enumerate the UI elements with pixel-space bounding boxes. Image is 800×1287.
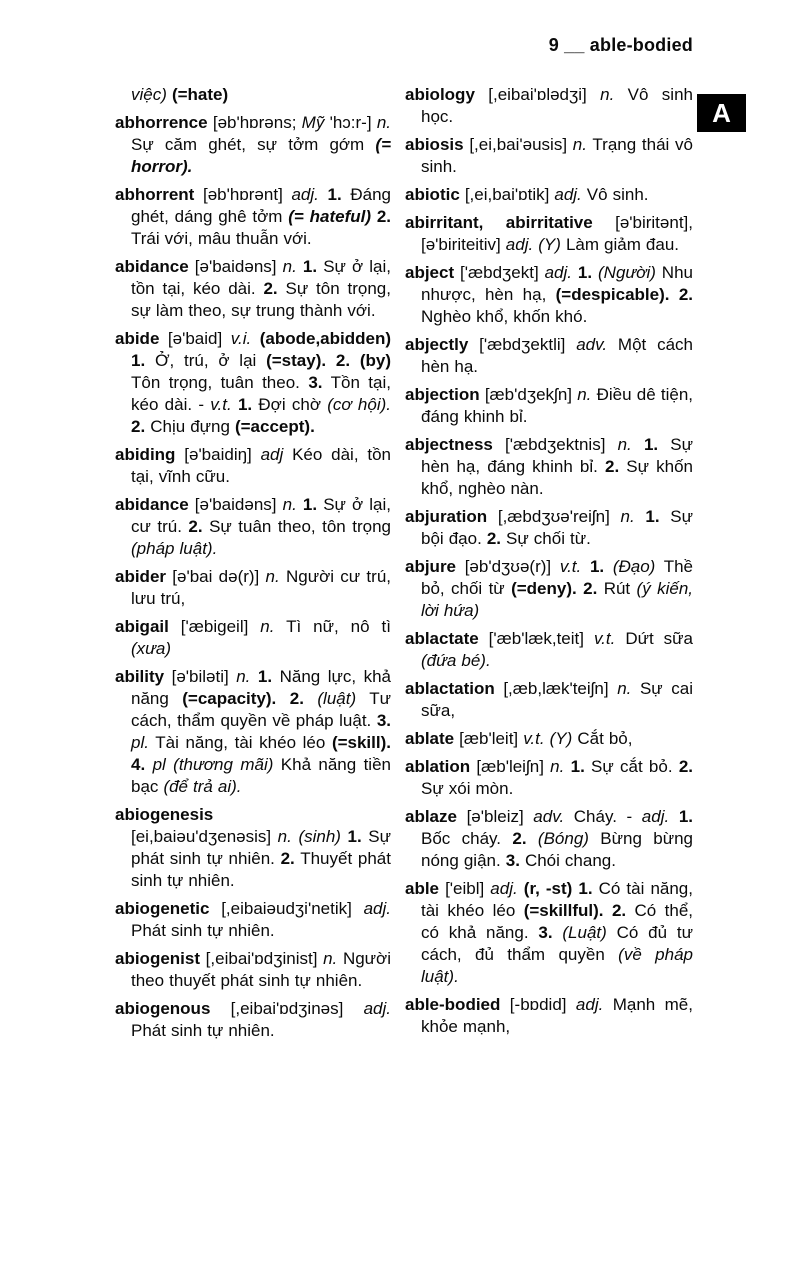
- entry-text: [350, 351, 360, 370]
- entry-abjure: [405, 556, 693, 622]
- entry-text: [-bɒdid]: [500, 995, 576, 1014]
- entry-abiogenesis: [115, 804, 391, 892]
- entry-text: [ə'bleiz]: [456, 807, 534, 826]
- entry-text: Vô sinh.: [581, 185, 649, 204]
- entry-text: [669, 807, 679, 826]
- headword: abiosis: [405, 135, 464, 154]
- entry-text: 1.: [347, 827, 362, 846]
- headword: abiology: [405, 85, 475, 104]
- entry-text: Có đủ tư cách, đủ thẩm quyền: [421, 923, 693, 964]
- entry-text: 3.: [376, 711, 391, 730]
- entry-text: Sự ở lại, tồn tại, kéo dài.: [131, 257, 391, 298]
- entry-abjuration: [405, 506, 693, 550]
- entry-text: v.t.: [210, 395, 232, 414]
- entry-text: [ə'bai də(r)]: [166, 567, 266, 586]
- entry-text: 2.: [335, 351, 351, 370]
- entry-ablactation: [405, 678, 693, 722]
- entry-text: Phát sinh tự nhiên.: [131, 921, 275, 940]
- entry-text: Phát sinh tự nhiên.: [131, 1021, 275, 1040]
- entry-text: adj.: [363, 999, 391, 1018]
- entry-text: (=stay).: [266, 351, 327, 370]
- entry-text: [604, 901, 612, 920]
- entry-text: n.: [550, 757, 565, 776]
- entry-text: n.: [617, 435, 632, 454]
- entry-text: Sự phát sinh tự nhiên.: [131, 827, 392, 868]
- entry-text: n.: [265, 567, 280, 586]
- entry-text: Nghèo khổ, khốn khó.: [421, 307, 588, 326]
- entry-text: [250, 667, 258, 686]
- entry-abiology: [405, 84, 693, 128]
- entry-text: Năng lực, khả năng: [131, 667, 391, 708]
- entry-text: (=despicable).: [555, 285, 670, 304]
- entry-text: (Y): [549, 729, 573, 748]
- entry-abigail: [115, 616, 391, 660]
- entry-text: 'hɔ:r-]: [324, 113, 377, 132]
- entry-text: Sự ở lại, cư trú.: [131, 495, 391, 536]
- headword: ability: [115, 667, 165, 686]
- entry-text: Có tài năng, tài khéo léo: [421, 879, 693, 920]
- entry-text: adj.: [544, 263, 573, 282]
- entry-text: (pháp luật).: [131, 539, 218, 558]
- entry-text: 3.: [505, 851, 520, 870]
- entry-text: (ý kiến, lời hứa): [421, 579, 693, 620]
- entry-text: adj.: [575, 995, 604, 1014]
- entry-text: (= hateful): [288, 207, 372, 226]
- entry-text: Sự bội đạo.: [421, 507, 693, 548]
- headword: abiotic: [405, 185, 460, 204]
- entry-text: (=skillful).: [523, 901, 604, 920]
- entry-text: n.: [277, 827, 292, 846]
- entry-text: v.t.: [559, 557, 582, 576]
- headword: ablaze: [405, 807, 457, 826]
- entry-text: Khả năng tiền bạc: [131, 755, 391, 796]
- headword: abirritant,: [405, 213, 484, 232]
- entry-text: 1.: [570, 757, 585, 776]
- entry-text: 1.: [589, 557, 605, 576]
- entry-text: Thuyết phát sinh tự nhiên.: [131, 849, 391, 890]
- entry-text: (Đạo): [612, 557, 656, 576]
- entry-abiogenetic: [115, 898, 391, 942]
- entry-text: Tài năng, tài khéo léo: [148, 733, 332, 752]
- columns: [115, 84, 693, 1048]
- entry-text: (xưa): [131, 639, 172, 658]
- entry-text: [ə'biritənt], [ə'biriteitiv]: [421, 213, 693, 254]
- entry-text: [əb'dʒʊə(r)]: [456, 557, 560, 576]
- entry-text: n.: [600, 85, 615, 104]
- page-header-text: 9 __ able-bodied: [548, 35, 693, 55]
- entry-able: [405, 878, 693, 988]
- entry-text: Ở, trú, ở lại: [145, 351, 267, 370]
- headword: ablate: [405, 729, 455, 748]
- entry-text: Kéo dài, tồn tại, vĩnh cữu.: [131, 445, 391, 486]
- entry-text: [ə'baidiŋ]: [175, 445, 261, 464]
- entry-text: [əb'hɒrənt]: [194, 185, 292, 204]
- entry-text: Dứt sữa: [615, 629, 693, 648]
- entry-text: v.t.: [523, 729, 545, 748]
- headword: abhorrence: [115, 113, 208, 132]
- entry-text: [251, 329, 260, 348]
- entry-text: n.: [617, 679, 632, 698]
- entry-text: Có thể, có khả năng.: [421, 901, 694, 942]
- entry-text: (= horror).: [131, 135, 391, 176]
- entry-text: 2.: [289, 689, 304, 708]
- entry-text: pl: [152, 755, 166, 774]
- entry-text: (về pháp luật).: [421, 945, 693, 986]
- entry-text: [,æb,læk'teiʃn]: [494, 679, 618, 698]
- entry-text: [527, 829, 538, 848]
- entry-text: 2.: [583, 579, 598, 598]
- page-header: [402, 35, 693, 56]
- entry-text: n.: [236, 667, 251, 686]
- entry-abidance: [115, 256, 391, 322]
- entry-text: [ə'baidəns]: [188, 495, 283, 514]
- entry-abjectness: [405, 434, 693, 500]
- entry-text: Một cách hèn hạ.: [421, 335, 693, 376]
- entry-abirritant: [405, 212, 693, 256]
- entry-text: [145, 755, 152, 774]
- entry-text: 1.: [327, 185, 342, 204]
- entry-text: Rút: [597, 579, 637, 598]
- entry-text: n.: [260, 617, 275, 636]
- entry-abiding: [115, 444, 391, 488]
- entry-text: Đợi chờ: [252, 395, 328, 414]
- entry-text: n.: [376, 113, 391, 132]
- entry-text: 1.: [302, 495, 318, 514]
- entry-text: [635, 507, 646, 526]
- entry-text: [553, 923, 563, 942]
- entry-text: [304, 689, 317, 708]
- entry-text: ['æb'læk,teit]: [478, 629, 594, 648]
- entry-text: Cháy. -: [564, 807, 642, 826]
- entry-text: (=skill).: [331, 733, 391, 752]
- entry-text: (Y): [538, 235, 561, 254]
- entry-text: 3.: [308, 373, 323, 392]
- entry-text: Mạnh mẽ, khỏe mạnh,: [421, 995, 693, 1036]
- headword: abjectness: [405, 435, 493, 454]
- entry-text: Bốc cháy.: [421, 829, 513, 848]
- headword: abide: [115, 329, 160, 348]
- entry-text: Làm giảm đau.: [560, 235, 679, 254]
- entry-abject: [405, 262, 693, 328]
- entry-text: Sự căm ghét, sự tởm gớm: [131, 135, 376, 154]
- entry-text: Tồn tại, kéo dài. -: [131, 373, 391, 414]
- entry-abiogenist: [115, 948, 391, 992]
- entry-abide: [115, 328, 391, 438]
- entry-text: [æb'leit]: [454, 729, 524, 748]
- entry-text: adj.: [291, 185, 319, 204]
- entry-text: [581, 557, 590, 576]
- entry-text: [ə'baidəns]: [188, 257, 283, 276]
- entry-text: adj.: [641, 807, 670, 826]
- entry-text: [,eibai'ɒdʒinist]: [200, 949, 324, 968]
- entry-text: 1.: [257, 667, 273, 686]
- headword: abhorrent: [115, 185, 195, 204]
- entry-text: Mỹ: [301, 113, 325, 132]
- entry-text: 2.: [376, 207, 392, 226]
- entry-text: 2.: [611, 901, 627, 920]
- headword: abigail: [115, 617, 169, 636]
- entry-text: ['æbdʒektli]: [468, 335, 577, 354]
- entry-text: n.: [323, 949, 338, 968]
- entry-text: pl.: [131, 733, 149, 752]
- entry-text: Nhu nhược, hèn hạ,: [421, 263, 693, 304]
- entry-text: [,ei,bai'ɒtik]: [459, 185, 555, 204]
- entry-text: [ei,baiəu'dʒenəsis]: [131, 827, 278, 846]
- entry-text: 3.: [538, 923, 553, 942]
- entry-text: (=capacity).: [182, 689, 277, 708]
- entry-text: Chịu đựng: [145, 417, 235, 436]
- entry-text: adj: [260, 445, 284, 464]
- entry-text: [669, 285, 678, 304]
- entry-text: [ə'biləti]: [164, 667, 237, 686]
- entry-text: n.: [282, 257, 297, 276]
- entry-text: Người theo thuyết phát sinh tự nhiên.: [131, 949, 391, 990]
- entry-ability: [115, 666, 391, 798]
- entry-text: adj.: [363, 899, 391, 918]
- entry-ablactate: [405, 628, 693, 672]
- entry-abhorrence: [115, 112, 391, 178]
- entry-text: (cơ hội).: [327, 395, 392, 414]
- entry-text: abirritative: [505, 213, 593, 232]
- entry-abiosis: [405, 134, 693, 178]
- letter-tab-a: A: [697, 94, 746, 132]
- headword: ablation: [405, 757, 471, 776]
- headword: able: [405, 879, 440, 898]
- entry-text: Sự chối từ.: [501, 529, 591, 548]
- entry-text: ['æbdʒektnis]: [492, 435, 618, 454]
- entry-text: Sự cai sữa,: [421, 679, 693, 720]
- headword: abjection: [405, 385, 480, 404]
- entry-abjectly: [405, 334, 693, 378]
- entry-text: [276, 689, 289, 708]
- entry-text: (by): [359, 351, 391, 370]
- entry-text: n.: [620, 507, 635, 526]
- entry-abider: [115, 566, 391, 610]
- entry-text: [604, 557, 613, 576]
- headword: abiogenetic: [115, 899, 210, 918]
- entry-text: 1.: [302, 257, 318, 276]
- entry-abjection: [405, 384, 693, 428]
- entry-text: 1.: [578, 879, 593, 898]
- entry-text: n.: [577, 385, 592, 404]
- right-column: [405, 84, 693, 1048]
- entry-text: Thề bỏ, chối từ: [421, 557, 693, 598]
- entry-abiotic: [405, 184, 693, 206]
- entry-text: Vô sinh học.: [421, 85, 693, 126]
- entry-text: (=deny).: [511, 579, 577, 598]
- entry-text: Chói chang.: [519, 851, 616, 870]
- entry-text: [,æbdʒʊə'reiʃn]: [487, 507, 621, 526]
- entry-text: (luật): [317, 689, 357, 708]
- entry-text: [əb'hɒrəns;: [207, 113, 302, 132]
- entry-text: Tôn trọng, tuân theo.: [131, 373, 309, 392]
- entry-text: (abode,abidden): [259, 329, 391, 348]
- entry-text: 2.: [678, 757, 693, 776]
- entry-text: ['eibl]: [439, 879, 491, 898]
- entry-ablation: [405, 756, 693, 800]
- entry-text: 2.: [678, 285, 693, 304]
- headword: abiogenesis: [115, 805, 214, 824]
- entry-text: 1.: [645, 507, 660, 526]
- entry-text: 2.: [188, 517, 203, 536]
- entry-text: adj.: [554, 185, 582, 204]
- entry-text: [632, 435, 644, 454]
- entry-text: adj.: [490, 879, 518, 898]
- entry-abidance-2: [115, 494, 391, 560]
- entry-text: Tì nữ, nô tì: [274, 617, 391, 636]
- headword: abiogenous: [115, 999, 211, 1018]
- entry-text: việc): [131, 85, 167, 104]
- entry-text: Sự tôn trọng, sự làm theo, sự trung thành với.: [131, 279, 391, 320]
- headword: abject: [405, 263, 455, 282]
- headword: ablactation: [405, 679, 495, 698]
- left-column: [115, 84, 391, 1048]
- entry-text: [,ei,bai'əusis]: [463, 135, 573, 154]
- entry-text: (đứa bé).: [421, 651, 491, 670]
- entry-text: 1.: [678, 807, 693, 826]
- entry-text: 2.: [512, 829, 527, 848]
- entry-text: [319, 185, 328, 204]
- entry-text: n.: [572, 135, 587, 154]
- entry-text: [483, 213, 505, 232]
- entry-text: [æb'dʒekʃn]: [479, 385, 578, 404]
- entry-text: [341, 827, 348, 846]
- headword: abiding: [115, 445, 176, 464]
- entry-text: Trái với, mâu thuẫn với.: [131, 229, 312, 248]
- headword: abjuration: [405, 507, 488, 526]
- headword: abider: [115, 567, 167, 586]
- headword: ablactate: [405, 629, 479, 648]
- entry-text: Điều dê tiện, đáng khinh bỉ.: [421, 385, 693, 426]
- entry-text: [326, 351, 336, 370]
- entry-abiogenous: [115, 998, 391, 1042]
- entry-text: adv.: [533, 807, 565, 826]
- entry-text: (sinh): [298, 827, 341, 846]
- entry-text: ['æbdʒekt]: [454, 263, 545, 282]
- entry-ablaze: [405, 806, 693, 872]
- entry-text: Sự hèn hạ, đáng khinh bỉ.: [421, 435, 693, 476]
- entry-text: 1.: [577, 263, 593, 282]
- entry-text: 1.: [237, 395, 253, 414]
- entry-ablate: [405, 728, 693, 750]
- entry-text: adv.: [576, 335, 608, 354]
- entry-text: 2.: [263, 279, 278, 298]
- entry-text: (Bóng): [537, 829, 589, 848]
- entry-text: Sự khốn khổ, nghèo nàn.: [421, 457, 693, 498]
- entry-text: Cắt bỏ,: [572, 729, 633, 748]
- entry-text: (r, -st): [523, 879, 573, 898]
- entry-abhorrent: [115, 184, 391, 250]
- entry-text: (thương mãi): [173, 755, 274, 774]
- entry-text: 1.: [643, 435, 659, 454]
- entry-text: 2.: [486, 529, 502, 548]
- entry-text: 1.: [131, 351, 146, 370]
- entry-text: 4.: [131, 755, 146, 774]
- entry-text: adj.: [505, 235, 534, 254]
- entry-continuation: [115, 84, 391, 106]
- entry-text: [,eibaiəudʒi'netik]: [209, 899, 364, 918]
- entry-text: [æb'leiʃn]: [470, 757, 551, 776]
- entry-text: Người cư trú, lưu trú,: [131, 567, 391, 608]
- entry-text: Sự tuân theo, tôn trọng: [202, 517, 391, 536]
- entry-text: (Luật): [562, 923, 607, 942]
- entry-text: 2.: [604, 457, 620, 476]
- headword: able-bodied: [405, 995, 501, 1014]
- entry-text: Bừng bừng nóng giận.: [421, 829, 694, 870]
- entry-text: [,eibai'ɒlədʒi]: [474, 85, 601, 104]
- entry-text: n.: [282, 495, 297, 514]
- entry-text: (để trả ai).: [163, 777, 242, 796]
- entry-text: Trạng thái vô sinh.: [421, 135, 693, 176]
- headword: abidance: [115, 495, 189, 514]
- entry-text: Tư cách, thẩm quyền về pháp luật.: [131, 689, 392, 730]
- entry-text: (=accept).: [234, 417, 315, 436]
- entry-text: [,eibai'ɒdʒinəs]: [210, 999, 364, 1018]
- entry-text: 2.: [131, 417, 146, 436]
- entry-text: (Người): [598, 263, 656, 282]
- entry-text: v.i.: [230, 329, 252, 348]
- headword: abjectly: [405, 335, 469, 354]
- entry-text: v.t.: [593, 629, 616, 648]
- entry-text: Đáng ghét, dáng ghê tởm: [131, 185, 391, 226]
- entry-text: ['æbigeil]: [168, 617, 261, 636]
- entry-text: (=hate): [171, 85, 229, 104]
- headword: abiogenist: [115, 949, 201, 968]
- entry-able-bodied: [405, 994, 693, 1038]
- entry-text: Sự cắt bỏ.: [584, 757, 679, 776]
- entry-text: 2.: [280, 849, 295, 868]
- entry-text: Sự xói mòn.: [421, 779, 514, 798]
- headword: abidance: [115, 257, 189, 276]
- entry-text: [ə'baid]: [159, 329, 231, 348]
- headword: abjure: [405, 557, 457, 576]
